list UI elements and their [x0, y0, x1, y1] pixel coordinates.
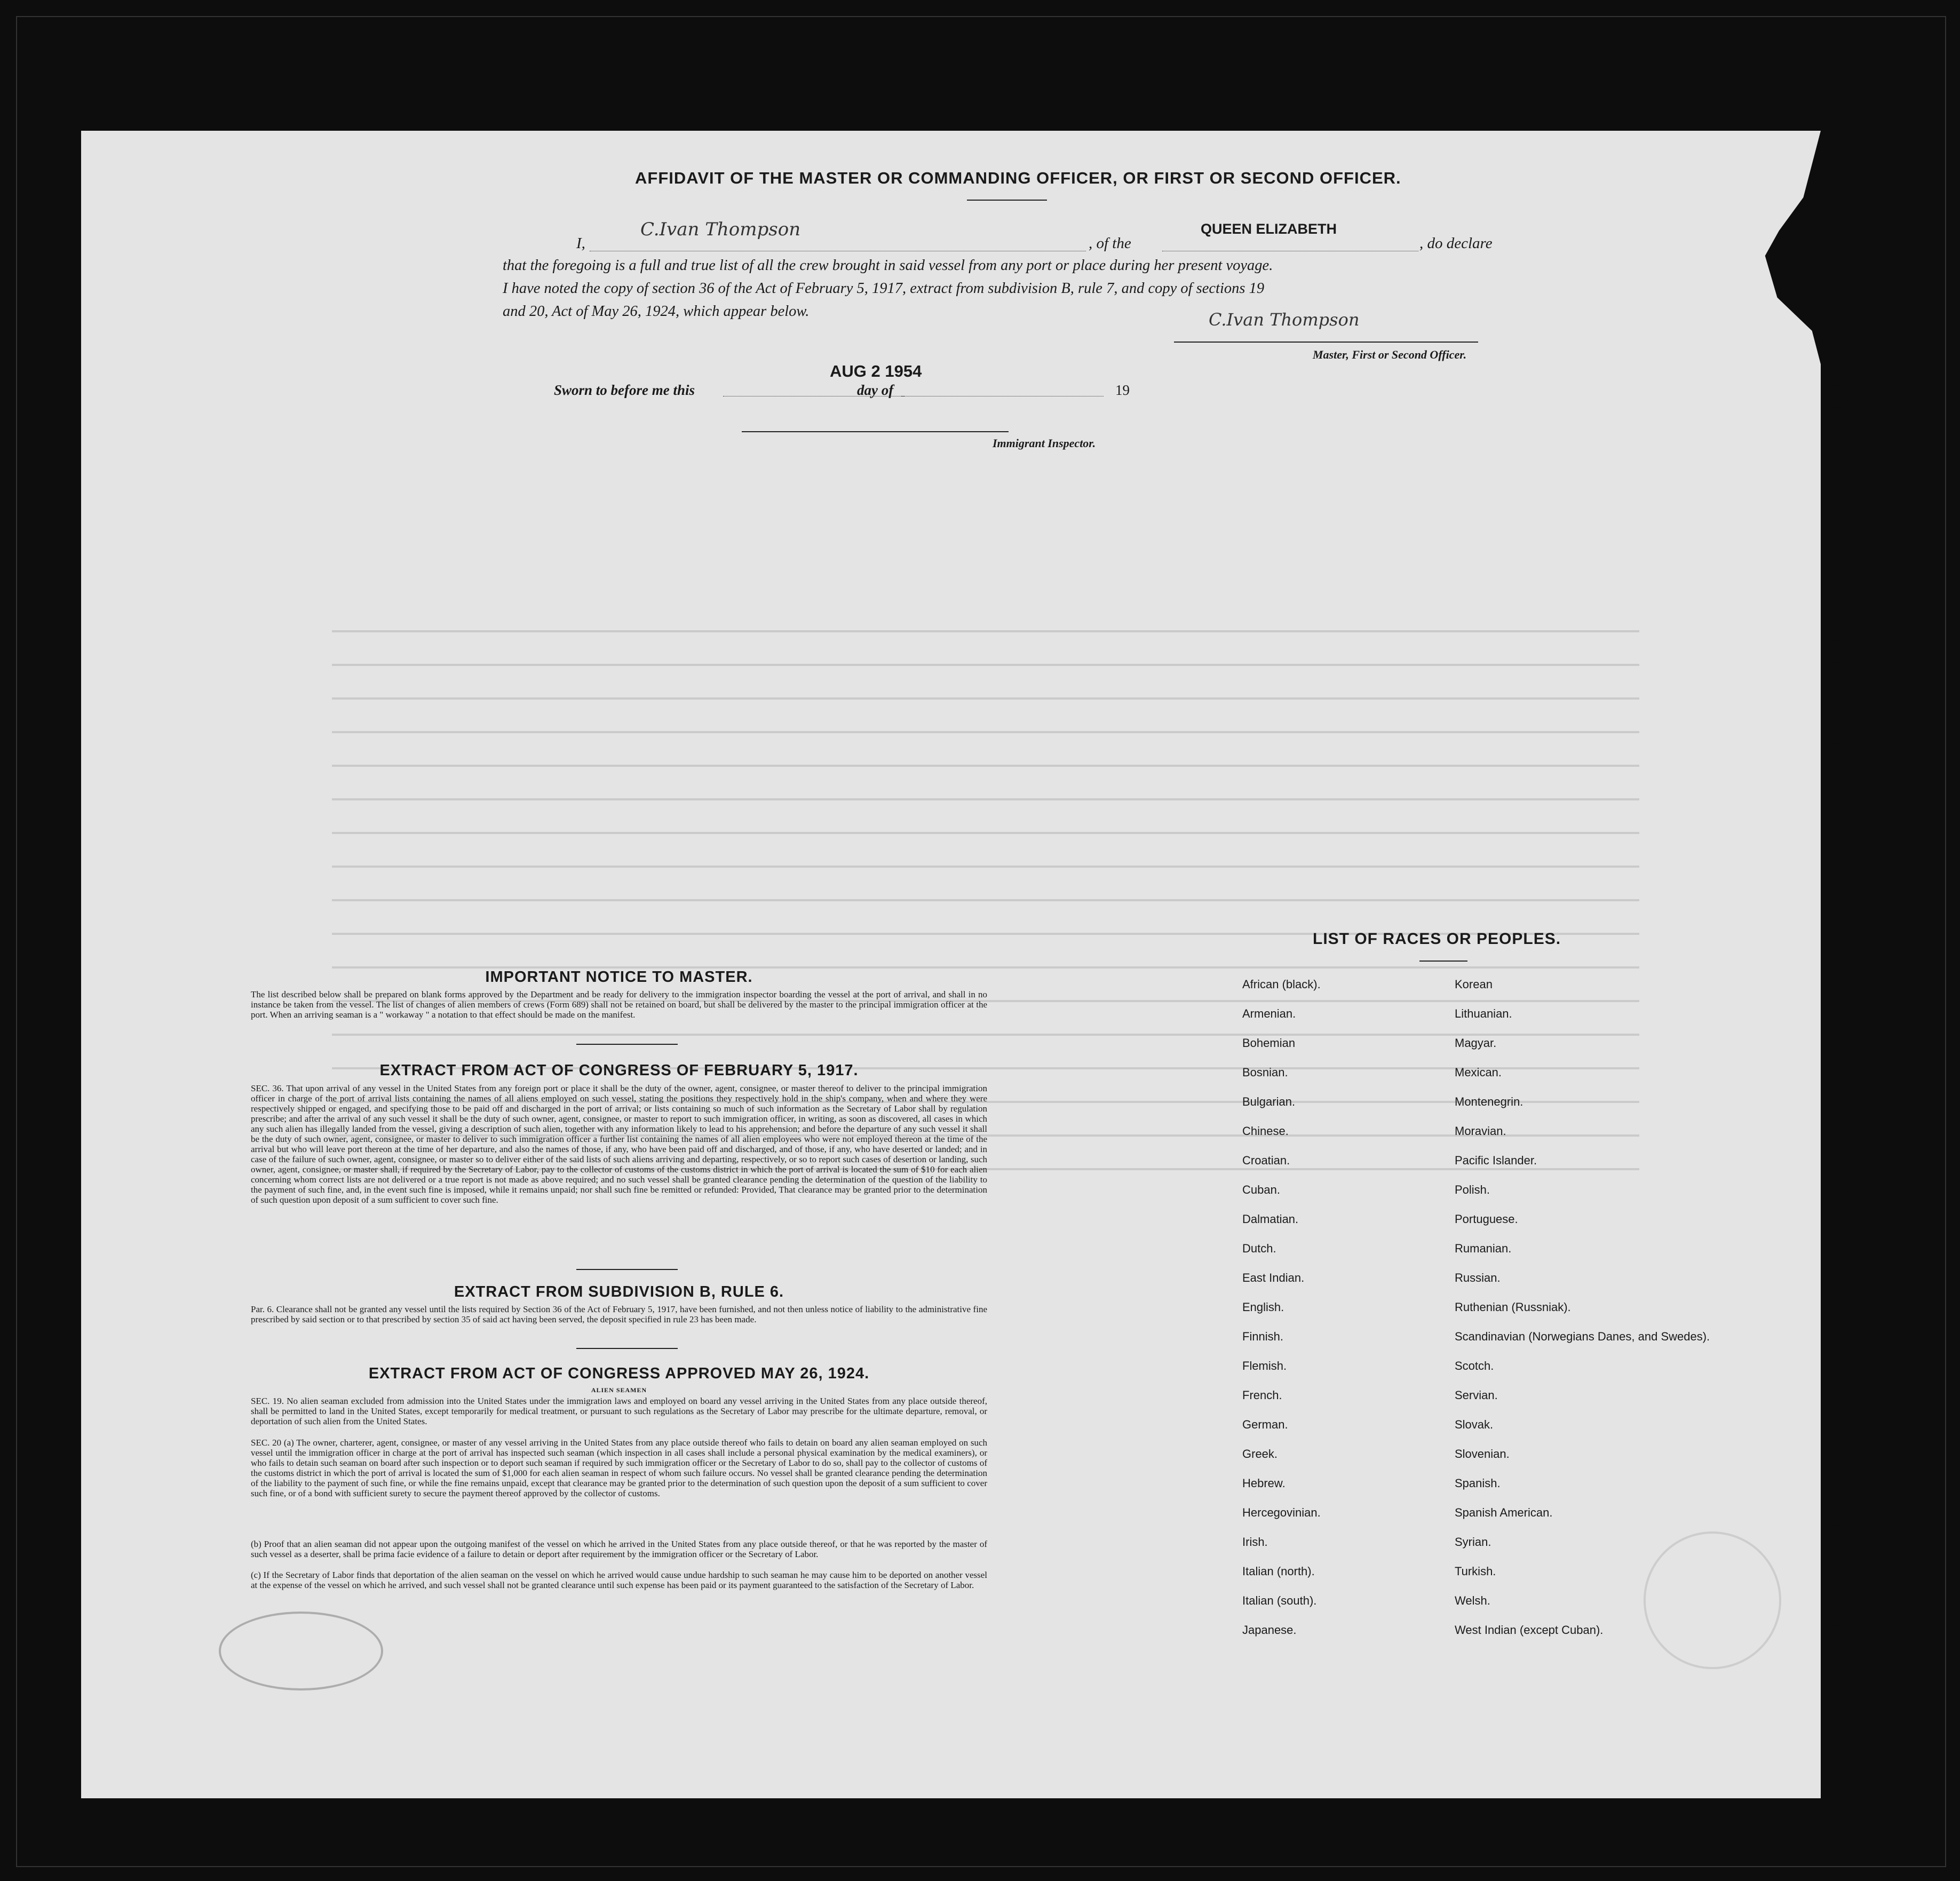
race-item: Magyar.	[1455, 1036, 1497, 1050]
race-item: Mexican.	[1455, 1066, 1502, 1079]
extract-1924-title: EXTRACT FROM ACT OF CONGRESS APPROVED MAY 26, 1924.	[368, 1365, 870, 1382]
punch-hole	[1825, 1270, 1847, 1292]
day-of-label: day of	[857, 382, 894, 398]
extract-1917-body: SEC. 36. That upon arrival of any vessel in the United States from any foreign port or place it shall be the duty of the owner, agent, consignee, or master thereof to deliver to the principal immigration officer in charge of the port of arrival lists containing the names of all aliens employed on such vessel, stating the positions they respectively hold in the ship's company, when and where they were respectively shipped or engaged, and specifying those to be paid off and discharged in the port of arrival; or lists containing so much of such information as the Secretary of Labor shall by regulation prescribe; and after the arrival of any such vessel it shall be the duty of such owner, agent, consignee, or master to report to such immigration officer, in writing, as soon as discovered, all cases in which any such alien has illegally landed from the vessel, giving a description of such alien, together with any information likely to lead to his apprehension; and before the departure of any such vessel it shall be the duty of such owner, agent, consignee, or master to deliver to such immigration officer a further list containing the names of all alien employees who were not employed thereon at the time of the arrival but who will leave port thereon at the time of her departure, and also the names of those, if any, who have been paid off and discharged, and of those, if any, who have deserted or landed; and in case of the failure of such owner, agent, consignee, or master so to deliver either of the said lists of such aliens arriving and departing, respectively, or so to report such cases of desertion or landing, such owner, agent, consignee, or master shall, if required by the Secretary of Labor, pay to the collector of customs of the customs district in which the port of arrival is located the sum of $10 for each alien concerning whom correct lists are not delivered or a true report is not made as above required; and no such vessel shall be granted clearance pending the determination of the question of the liability to the payment of such fine, and, in the event such fine is imposed, while it remains unpaid; nor shall such fine be remitted or refunded: Provided, That clearance may be granted prior to the determination of such question upon deposit of a sum sufficient to cover such fine.	[251, 1083, 987, 1205]
race-item: Korean	[1455, 978, 1493, 991]
race-item: Finnish.	[1242, 1330, 1284, 1343]
inspector-label: Immigrant Inspector.	[993, 436, 1096, 450]
race-item: Scandinavian (Norwegians Danes, and Swedes).	[1455, 1330, 1710, 1343]
master-signature: C.Ivan Thompson	[640, 219, 801, 240]
master-signature-repeat: C.Ivan Thompson	[1209, 309, 1360, 330]
race-item: Italian (south).	[1242, 1594, 1317, 1607]
notice-title: IMPORTANT NOTICE TO MASTER.	[485, 969, 753, 986]
affidavit-heading: AFFIDAVIT OF THE MASTER OR COMMANDING OFFICER, OR FIRST OR SECOND OFFICER.	[635, 169, 1401, 187]
circular-seal	[1644, 1531, 1781, 1669]
race-item: East Indian.	[1242, 1271, 1305, 1284]
race-item: Scotch.	[1455, 1359, 1494, 1372]
race-item: Cuban.	[1242, 1183, 1280, 1196]
alien-seamen-subtitle: ALIEN SEAMEN	[591, 1386, 647, 1394]
punch-hole	[1825, 721, 1847, 744]
race-item: Japanese.	[1242, 1623, 1297, 1637]
race-item: Turkish.	[1455, 1565, 1496, 1578]
race-item: Montenegrin.	[1455, 1095, 1523, 1108]
signature-rule	[1174, 342, 1478, 343]
date-stamp: AUG 2 1954	[830, 362, 922, 380]
race-item: Bosnian.	[1242, 1066, 1288, 1079]
race-item: German.	[1242, 1418, 1288, 1431]
race-item: Irish.	[1242, 1535, 1268, 1549]
master-label: Master, First or Second Officer.	[1313, 348, 1467, 361]
race-item: Welsh.	[1455, 1594, 1490, 1607]
sec-19-body: SEC. 19. No alien seaman excluded from admission into the United States under the immigration laws and employed on board any vessel arriving in the United States from any place outside thereof, shall be permitted to land in the United States, except temporarily for medical treatment, or pursuant to such regulations as the Secretary of Labor may prescribe for the ultimate departure, removal, or deportation of such alien from the United States.	[251, 1396, 987, 1426]
race-item: African (black).	[1242, 978, 1321, 991]
punch-hole	[1825, 1185, 1847, 1207]
race-item: Greek.	[1242, 1447, 1278, 1461]
race-item: Pacific Islander.	[1455, 1154, 1537, 1167]
of-the-label: , of the	[1089, 235, 1131, 252]
sworn-label: Sworn to before me this	[554, 382, 695, 398]
race-item: Bulgarian.	[1242, 1095, 1296, 1108]
punch-hole	[1825, 1604, 1847, 1626]
affidavit-line-3: and 20, Act of May 26, 1924, which appear below.	[503, 303, 810, 320]
affidavit-line-1: that the foregoing is a full and true list of all the crew brought in said vessel from any port or place during her present voyage.	[503, 257, 1273, 274]
race-item: Hercegovinian.	[1242, 1506, 1321, 1519]
subdivision-rule	[576, 1348, 678, 1349]
race-item: Dutch.	[1242, 1242, 1276, 1255]
races-rule	[1419, 961, 1467, 962]
race-item: Polish.	[1455, 1183, 1490, 1196]
race-item: Portuguese.	[1455, 1212, 1518, 1226]
vessel-name: QUEEN ELIZABETH	[1201, 221, 1337, 237]
race-item: French.	[1242, 1388, 1282, 1402]
subdivision-body: Par. 6. Clearance shall not be granted any vessel until the lists required by Section 36 of the Act of February 5, 1917, have been furnished, and not then unless notice of liability to the administrative fine prescribed by said section or to that prescribed by section 35 of said act having been served, the deposit specified in rule 23 has been made.	[251, 1304, 987, 1324]
race-item: Chinese.	[1242, 1124, 1289, 1138]
race-item: Flemish.	[1242, 1359, 1287, 1372]
punch-hole	[1825, 1525, 1847, 1547]
race-item: Syrian.	[1455, 1535, 1491, 1549]
race-item: Servian.	[1455, 1388, 1498, 1402]
notice-rule	[576, 1044, 678, 1045]
race-item: West Indian (except Cuban).	[1455, 1623, 1604, 1637]
sec-20a-body: SEC. 20 (a) The owner, charterer, agent, consignee, or master of any vessel arriving in the United States from any place outside thereof who fails to detain on board any alien seaman employed on such vessel until the immigration officer in charge at the port of arrival has inspected such seaman (which inspection in all cases shall include a personal physical examination by the medical examiners), or who fails to detain such seaman on board after such inspection or to deport such seaman if required by such immigration officer or the Secretary of Labor to do so, shall pay to the collector of customs of the customs district in which the port of arrival is located the sum of $1,000 for each alien seaman in respect of whom such failure occurs. No vessel shall be granted clearance pending the determination of the liability to the payment of such fine, or while the fine remains unpaid, except that clearance may be granted prior to the determination of such question upon the deposit of a sum sufficient to cover such fine, or of a bond with sufficient surety to secure the payment thereof approved by the collector of customs.	[251, 1438, 987, 1498]
notice-body: The list described below shall be prepared on blank forms approved by the Department and be ready for delivery to the immigration inspector boarding the vessel at the port of arrival, and shall in no instance be taken from the vessel. The list of changes of alien members of crews (Form 689) shall not be retained on board, but shall be delivered by the master to the principal immigration officer at the port. When an arriving seaman is a " workaway " a notation to that effect should be made on the manifest.	[251, 989, 987, 1020]
do-declare-label: , do declare	[1419, 235, 1493, 252]
sec-20b-body: (b) Proof that an alien seaman did not appear upon the outgoing manifest of the vessel on which he arrived in the United States from any place outside thereof, or that he was reported by the master of such vessel as a deserter, shall be prima facie evidence of a failure to detain or deport after requirement by the immigration officer or the Secretary of Labor.	[251, 1539, 987, 1559]
affidavit-line-2: I have noted the copy of section 36 of the Act of February 5, 1917, extract from subdivision B, rule 7, and copy of sections 19	[503, 280, 1265, 297]
race-item: Hebrew.	[1242, 1477, 1285, 1490]
affidavit-i-label: I,	[576, 235, 585, 252]
race-item: Ruthenian (Russniak).	[1455, 1300, 1571, 1314]
extract-1917-rule	[576, 1269, 678, 1270]
extract-1917-title: EXTRACT FROM ACT OF CONGRESS OF FEBRUARY 5, 1917.	[379, 1062, 859, 1079]
race-item: Bohemian	[1242, 1036, 1296, 1050]
race-item: Spanish American.	[1455, 1506, 1553, 1519]
inspector-rule	[742, 431, 1009, 432]
race-item: Italian (north).	[1242, 1565, 1315, 1578]
punch-hole	[1825, 385, 1847, 408]
port-stamp	[219, 1612, 383, 1690]
heading-rule	[967, 200, 1047, 201]
punch-hole	[1825, 640, 1847, 663]
race-item: Lithuanian.	[1455, 1007, 1512, 1020]
race-item: Slovak.	[1455, 1418, 1494, 1431]
race-item: Armenian.	[1242, 1007, 1296, 1020]
race-item: English.	[1242, 1300, 1284, 1314]
subdivision-title: EXTRACT FROM SUBDIVISION B, RULE 6.	[454, 1283, 784, 1300]
race-item: Rumanian.	[1455, 1242, 1512, 1255]
race-item: Dalmatian.	[1242, 1212, 1299, 1226]
race-item: Russian.	[1455, 1271, 1501, 1284]
race-item: Spanish.	[1455, 1477, 1501, 1490]
race-item: Croatian.	[1242, 1154, 1290, 1167]
year-prefix: 19	[1115, 382, 1130, 398]
races-title: LIST OF RACES OR PEOPLES.	[1313, 930, 1561, 948]
race-item: Slovenian.	[1455, 1447, 1510, 1461]
race-item: Moravian.	[1455, 1124, 1506, 1138]
sec-20c-body: (c) If the Secretary of Labor finds that deportation of the alien seaman on the vessel on which he arrived would cause undue hardship to such seaman he may cause him to be deported on another vessel at the expense of the vessel on which he arrived, and such vessel shall not be granted clearance until such expense has been paid or its payment guaranteed to the satisfaction of the Secretary of Labor.	[251, 1570, 987, 1590]
